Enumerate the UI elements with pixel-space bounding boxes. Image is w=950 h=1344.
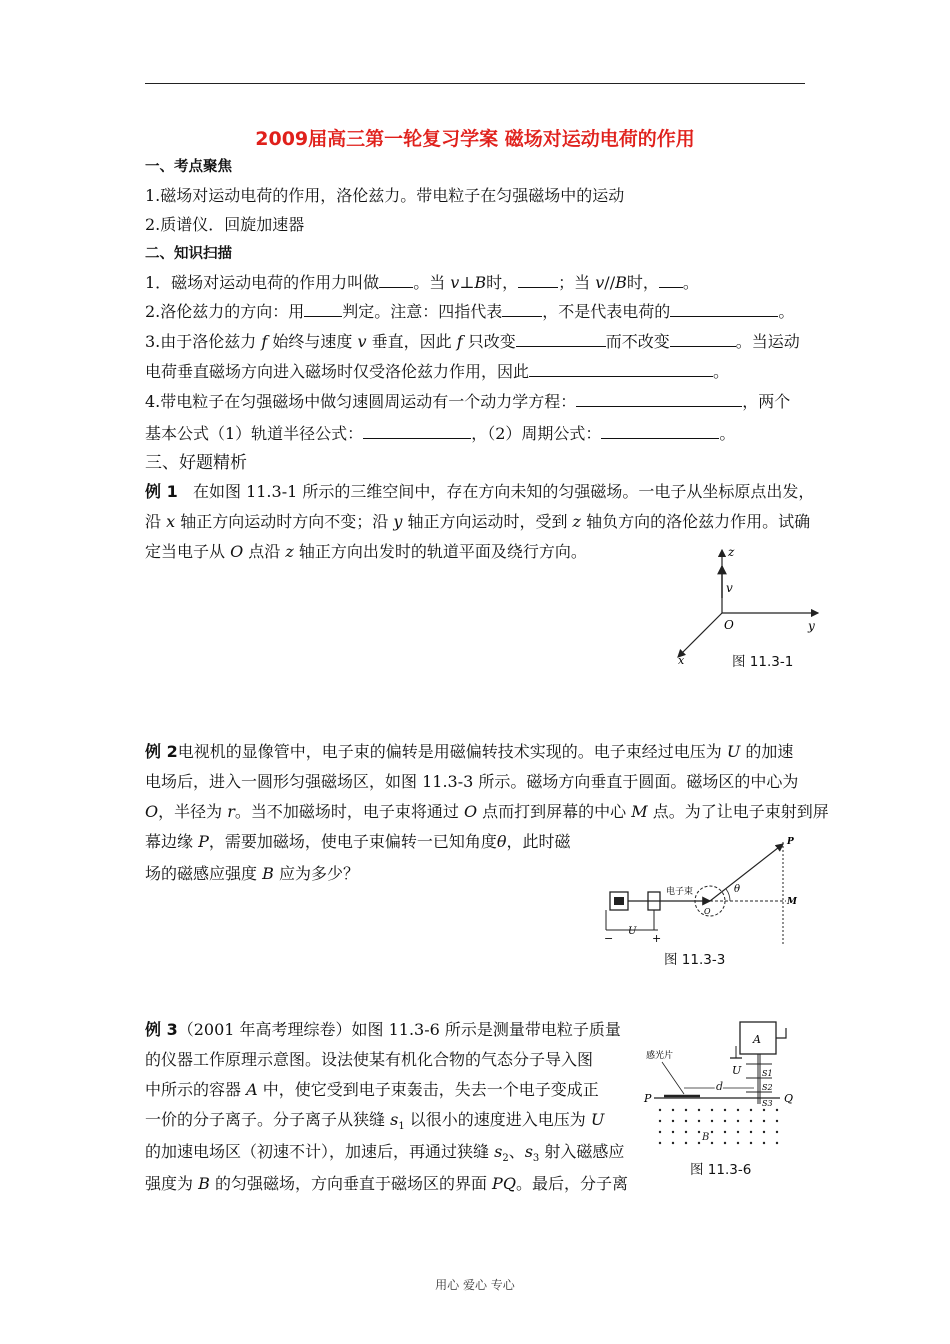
z-label: z (728, 545, 735, 559)
field-dot (672, 1109, 674, 1111)
section-heading-examples: 三、好题精析 (145, 453, 247, 473)
field-dot (711, 1131, 713, 1133)
figure-11-3-6-caption: 图 11.3-6 (690, 1162, 752, 1178)
example-1-line-1: 例 1 在如图 11.3-1 所示的三维空间中，存在方向未知的匀强磁场。一电子从坐标原点出发， (145, 482, 815, 501)
theta-label: θ (734, 884, 741, 895)
magnetic-field-dots (659, 1109, 778, 1144)
field-dot (685, 1109, 687, 1111)
example-2-line-1: 例 2电视机的显像管中，电子束的偏转是用磁偏转技术实现的。电子束经过电压为 U 的加速 (145, 742, 794, 761)
field-dot (711, 1142, 713, 1144)
field-dot (737, 1131, 739, 1133)
field-dot (698, 1120, 700, 1122)
field-dot (659, 1109, 661, 1111)
field-dot (659, 1142, 661, 1144)
field-dot (776, 1120, 778, 1122)
y-label: y (808, 619, 815, 633)
field-dot (685, 1142, 687, 1144)
m-label: M (787, 897, 797, 907)
scan-question-4-cont: 基本公式（1）轨道半径公式： ，（2）周期公式： 。 (145, 424, 736, 443)
s2-label: S2 (762, 1083, 773, 1092)
figure-11-3-1-caption: 图 11.3-1 (732, 654, 794, 670)
field-dot (737, 1120, 739, 1122)
example-3-line-4: 一价的分子离子。分子离子从狭缝 $s_1$ 以很小的速度进入电压为 U (145, 1110, 605, 1133)
voltage-label: U (732, 1064, 742, 1077)
container-a-label: A (753, 1033, 761, 1046)
q-label: Q (784, 1092, 794, 1105)
v-label: v (726, 581, 733, 595)
field-dot (737, 1142, 739, 1144)
x-label: x (678, 654, 685, 667)
figure-11-3-3 (598, 830, 818, 945)
scan-question-3-cont: 电荷垂直磁场方向进入磁场时仅受洛伦兹力作用，因此 。 (145, 362, 730, 381)
example-2-line-4: 幕边缘 P，需要加磁场，使电子束偏转一已知角度θ，此时磁 (145, 832, 571, 851)
x-axis (678, 613, 722, 657)
field-dot (672, 1131, 674, 1133)
field-dot (698, 1142, 700, 1144)
example-2-line-3: O，半径为 r。当不加磁场时，电子束将通过 O 点而打到屏幕的中心 M 点。为了让电子束射到屏 (145, 802, 829, 821)
field-dot (724, 1142, 726, 1144)
beam-label: 电子束 (666, 887, 694, 897)
field-dot (763, 1109, 765, 1111)
example-2-line-2: 电场后，进入一圆形匀强磁场区，如图 11.3-3 所示。磁场方向垂直于圆面。磁场区的中心为 (145, 772, 799, 791)
example-1-line-3: 定当电子从 O 点沿 z 轴正方向出发时的轨道平面及绕行方向。 (145, 542, 587, 561)
field-dot (659, 1120, 661, 1122)
page-title: 2009届高三第一轮复习学案 磁场对运动电荷的作用 (255, 128, 695, 150)
example-3-line-5: 的加速电场区（初速不计），加速后，再通过狭缝 $s_2$、$s_3$ 射入磁感应 (145, 1142, 625, 1165)
example-3-line-3: 中所示的容器 A 中，使它受到电子束轰击，失去一个电子变成正 (145, 1080, 599, 1099)
section-heading-scan: 二、知识扫描 (145, 246, 232, 262)
field-dot (737, 1109, 739, 1111)
origin-label: O (724, 618, 734, 632)
section-heading-focus: 一、考点聚焦 (145, 159, 232, 175)
page-footer: 用心 爱心 专心 (435, 1278, 515, 1292)
scan-question-1: 1．磁场对运动电荷的作用力叫做 。当 v⊥B时， ；当 v//B时， 。 (145, 273, 699, 292)
example-3-line-1: 例 3（2001 年高考理综卷）如图 11.3-6 所示是测量带电粒子质量 (145, 1020, 621, 1039)
field-dot (698, 1109, 700, 1111)
field-dot (672, 1120, 674, 1122)
field-dot (750, 1142, 752, 1144)
field-dot (763, 1131, 765, 1133)
distance-label: d (716, 1080, 724, 1093)
cathode-core (614, 897, 624, 905)
center-label: O (704, 907, 711, 916)
deflected-beam (710, 844, 783, 901)
example-3-line-6: 强度为 B 的匀强磁场，方向垂直于磁场区的界面 PQ。最后，分子离 (145, 1174, 628, 1193)
field-dot (724, 1120, 726, 1122)
p-label: P (644, 1092, 652, 1105)
field-dot (763, 1142, 765, 1144)
scan-question-2: 2.洛伦兹力的方向：用 判定。注意：四指代表 ，不是代表电荷的 。 (145, 302, 795, 321)
field-dot (698, 1131, 700, 1133)
p-label: P (787, 837, 794, 847)
field-dot (776, 1131, 778, 1133)
figure-11-3-6 (640, 1018, 810, 1158)
scan-question-4: 4.带电粒子在匀强磁场中做匀速圆周运动有一个动力学方程： ，两个 (145, 392, 791, 411)
field-dot (750, 1120, 752, 1122)
field-dot (672, 1142, 674, 1144)
b-field-label: B (702, 1132, 710, 1143)
film-label: 感光片 (646, 1051, 674, 1061)
voltage-label: U (628, 926, 637, 937)
field-dot (763, 1120, 765, 1122)
field-dot (750, 1131, 752, 1133)
field-dot (685, 1131, 687, 1133)
field-dot (711, 1109, 713, 1111)
example-2-line-5: 场的磁感应强度 B 应为多少？ (145, 864, 359, 883)
s1-label: S1 (762, 1069, 773, 1078)
s3-label: S3 (762, 1099, 773, 1108)
figure-11-3-3-caption: 图 11.3-3 (664, 952, 726, 968)
field-dot (724, 1109, 726, 1111)
field-dot (685, 1120, 687, 1122)
scan-question-3: 3.由于洛伦兹力 f 始终与速度 v 垂直，因此 f 只改变 而不改变 。当运动 (145, 332, 800, 351)
minus-sign: − (604, 932, 614, 945)
focus-item-1: 1.磁场对运动电荷的作用，洛伦兹力。带电粒子在匀强磁场中的运动 (145, 186, 625, 205)
example-3-line-2: 的仪器工作原理示意图。设法使某有机化合物的气态分子导入图 (145, 1050, 594, 1069)
field-dot (750, 1109, 752, 1111)
focus-item-2: 2.质谱仪．回旋加速器 (145, 215, 305, 234)
field-dot (776, 1109, 778, 1111)
field-dot (659, 1131, 661, 1133)
example-1-line-2: 沿 x 轴正方向运动时方向不变；沿 y 轴正方向运动时，受到 z 轴负方向的洛伦兹力作用。试确 (145, 512, 811, 531)
top-rule (145, 83, 805, 84)
field-dot (776, 1142, 778, 1144)
field-dot (711, 1120, 713, 1122)
field-dot (724, 1131, 726, 1133)
plus-sign: + (652, 932, 662, 945)
